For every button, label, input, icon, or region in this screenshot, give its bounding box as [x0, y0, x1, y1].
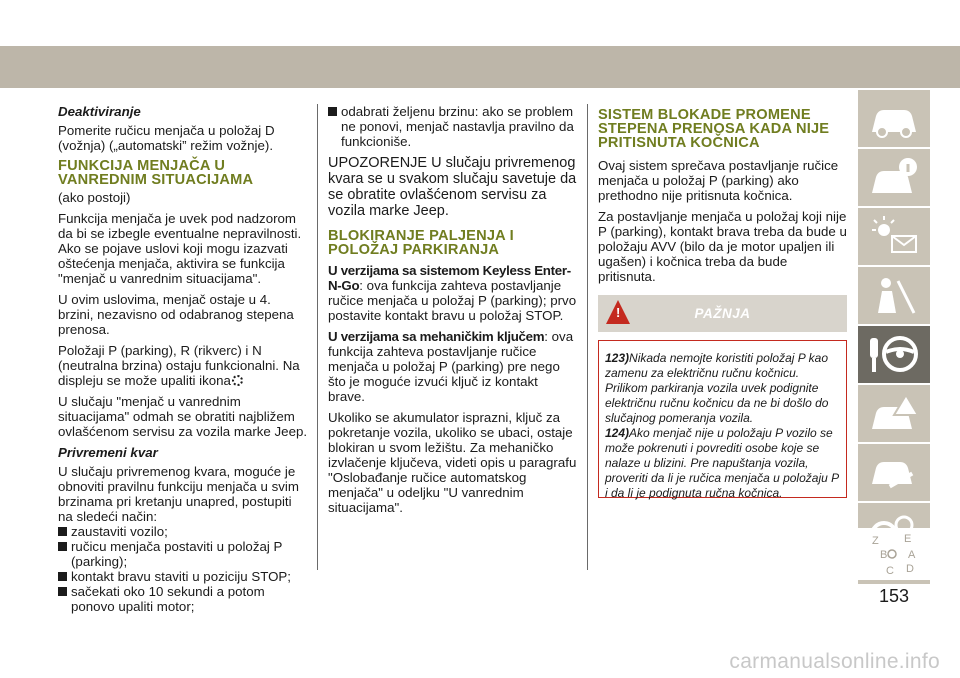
function-paragraph-2: U ovim uslovima, menjač ostaje u 4. brzini, nezavisno od odabranog stepena prenosa.: [58, 292, 294, 337]
function-paragraph-3-text: Položaji P (parking), R (rikverc) i N (neutralna brzina) ostaju funkcionalni. Na displeju se može upaliti ikona: [58, 343, 300, 388]
function-paragraph-3: [58, 343, 308, 388]
car-info-icon[interactable]: [858, 149, 930, 206]
caution-title: PAŽNJA: [694, 306, 751, 321]
svg-text:C: C: [886, 565, 894, 577]
svg-text:B: B: [880, 549, 888, 561]
mechanical-key-text: : ova funkcija zahteva postavljanje ručice menjača u položaj P (parking) pre nego što je moguće izvući ključ iz kontakt brave.: [328, 329, 574, 404]
svg-text:D: D: [906, 563, 914, 575]
key-steering-wheel-icon[interactable]: [858, 326, 930, 383]
column-1: [58, 104, 308, 614]
temporary-fault-title: Privremeni kvar: [58, 445, 158, 460]
car-dashboard-icon[interactable]: [858, 90, 930, 147]
if-equipped-note: (ako postoji): [58, 190, 131, 205]
function-paragraph-1: Funkcija menjača je uvek pod nadzorom da bi se izbegle eventualne nepravilnosti. Ako se pojave uslovi koji mogu izazvati oštećenja menjača, aktivira se funkcija "menjač u vanrednim situacijama".: [58, 211, 302, 286]
column-3: [598, 104, 848, 290]
deactivation-title: Deaktiviranje: [58, 104, 141, 119]
bullet-square-icon: [58, 542, 67, 551]
step-item: ručicu menjača postaviti u položaj P (parking);: [58, 539, 308, 569]
step-item: kontakt bravu staviti u poziciju STOP;: [58, 569, 308, 584]
brake-paragraph-2: Za postavljanje menjača u položaj koji nije P (parking), kontakt brava treba da bude u položaju AVV (bilo da je motor upaljen ili ugašen) i kočnica treba da bude pritisnuta.: [598, 209, 847, 284]
mechanical-key-paragraph: [328, 329, 578, 404]
deactivation-text: Pomerite ručicu menjača u položaj D (vožnja) („automatski” režim vožnje).: [58, 123, 275, 153]
temporary-fault-text: U slučaju privremenog kvara, moguće je obnoviti pravilnu funkciju menjača u svim brzinama pri kretanju unapred, postupiti na sledeći način:: [58, 464, 299, 524]
bullet-square-icon: [328, 107, 337, 116]
caution-header: ! PAŽNJA: [598, 295, 847, 332]
emergency-function-heading: FUNKCIJA MENJAČA U VANREDNIM SITUACIJAMA: [58, 158, 254, 188]
brake-paragraph-1: Ovaj sistem sprečava postavljanje ručice menjača u položaj P (parking) ako prethodno nije pritisnuta kočnica.: [598, 158, 839, 203]
bullet-square-icon: [58, 587, 67, 596]
battery-paragraph: Ukoliko se akumulator isprazni, ključ za pokretanje vozila, ukoliko se ubaci, ostaje blokiran u svom ležištu. Za mehaničko izvlačenje ključeva, videti opis u paragrafu "Oslobađanje ručice automatskog menjača" u odeljku "U vanrednim situacijama".: [328, 410, 577, 515]
ignition-lock-heading: BLOKIRANJE PALJENJA I POLOŽAJ PARKIRANJA: [328, 228, 514, 258]
car-warning-icon[interactable]: [858, 385, 930, 442]
bullet-square-icon: [58, 527, 67, 536]
keyless-text: : ova funkcija zahteva postavljanje ručice menjača u položaj P (parking); prvo postavite kontakt bravu u položaj STOP.: [328, 278, 577, 323]
mechanical-key-lead: U verzijama sa mehaničkim ključem: [328, 329, 545, 344]
page-number: 153: [878, 586, 910, 606]
light-mail-icon[interactable]: [858, 208, 930, 265]
svg-text:A: A: [908, 549, 916, 561]
step-item: sačekati oko 10 sekundi a potom ponovo upaliti motor;: [58, 584, 308, 614]
caution-item: 123)Nikada nemojte koristiti položaj P kao zamenu za električnu ručnu kočnicu. Prilikom parkiranja vozila uvek podignite električnu ručnu kočnicu da ne bi došlo do slučajnog pomeranja vozila.: [605, 351, 829, 425]
bullet-square-icon: [58, 572, 67, 581]
column-divider: [587, 104, 588, 570]
column-2: [328, 104, 578, 521]
step-item: zaustaviti vozilo;: [58, 524, 308, 539]
chapter-sidebar: [858, 88, 930, 583]
top-band: [0, 46, 960, 88]
safety-airbag-icon[interactable]: [858, 267, 930, 324]
car-maintenance-icon[interactable]: [858, 444, 930, 501]
caution-box: [598, 340, 847, 498]
gear-warning-icon: [232, 375, 243, 386]
brake-shift-heading: SISTEM BLOKADE PROMENE STEPENA PRENOSA KADA NIJE PRITISNUTA KOČNICA: [598, 107, 830, 151]
alphabet-index-icon[interactable]: [858, 528, 930, 580]
step-item: odabrati željenu brzinu: ako se problem ne ponovi, menjač nastavlja pravilno da funkcioniše.: [328, 104, 578, 149]
function-paragraph-4: U slučaju "menjač u vanrednim situacijama" odmah se obratiti najbližem ovlašćenom servisu za vozila marke Jeep.: [58, 394, 308, 439]
column-divider: [317, 104, 318, 570]
svg-text:E: E: [904, 533, 912, 545]
caution-item: 124)Ako menjač nije u položaju P vozilo se može pokrenuti i povrediti osobe koje se nalaze u blizini. Pre napuštanja vozila, proveriti da li je ručica menjača u položaju P i da li je podignuta ručna kočnica.: [605, 426, 839, 500]
keyless-lead: U verzijama sa sistemom Keyless Enter-N-Go: [328, 263, 571, 293]
svg-text:Z: Z: [872, 535, 879, 547]
warning-note: UPOZORENJE U slučaju privremenog kvara se u svakom slučaju savetuje da se obratite ovlašćenom servisu za vozila marke Jeep.: [328, 155, 577, 219]
keyless-paragraph: [328, 263, 578, 323]
watermark: carmanualsonline.info: [729, 650, 940, 673]
